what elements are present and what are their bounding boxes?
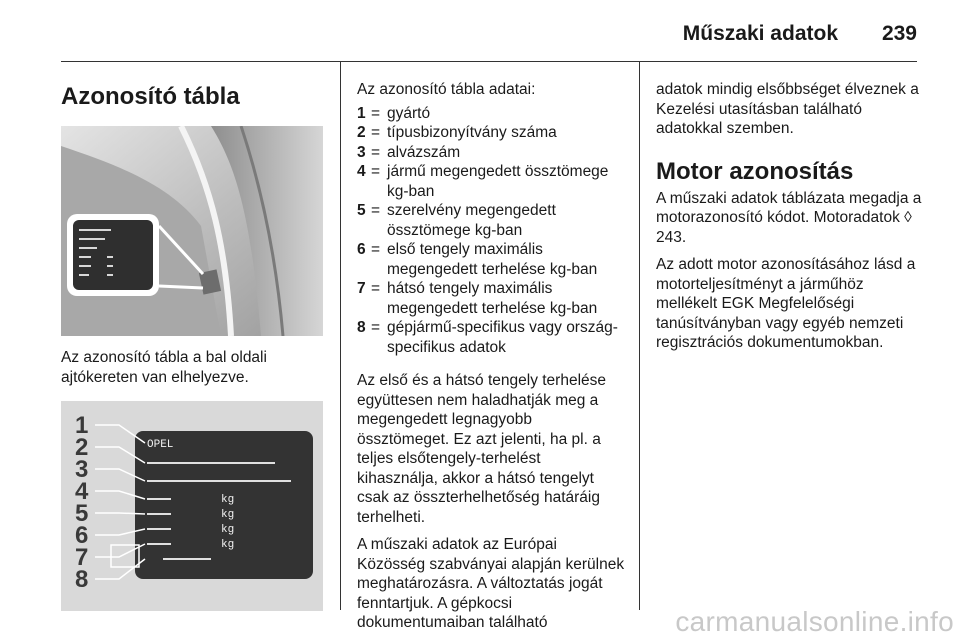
column-2 — [357, 70, 625, 633]
callout-number-2: 2 — [75, 434, 89, 461]
axle-load-paragraph: Az első és a hátsó tengely terhelése együttesen nem haladhatják meg a megengedett legnagyobb össztömeget. Ez azt jelenti, ha pl. a teljes elsőtengely-terhelést kihasználja, akkor a hátsó tengelyt csak az összterhelhetőség határáig terhelheti. — [357, 372, 607, 526]
door-frame-illustration — [61, 126, 323, 336]
list-item: 5 = szerelvény megengedett össztömege kg-ban — [357, 202, 556, 239]
callout-number-5: 5 — [75, 500, 89, 527]
plate-unit-6: kg — [221, 524, 235, 536]
callout-number-6: 6 — [75, 522, 89, 549]
column-1 — [61, 70, 323, 611]
list-item: 6 = első tengely maximális megengedett terhelése kg-ban — [357, 241, 598, 278]
callout-number-3: 3 — [75, 456, 89, 483]
callout-number-4: 4 — [75, 478, 89, 505]
plate-unit-4: kg — [221, 494, 235, 506]
heading-azonosito-tabla: Azonosító tábla — [61, 83, 240, 110]
watermark: carmanualsonline.info — [675, 606, 954, 637]
callout-number-8: 8 — [75, 566, 89, 593]
plate-detail-illustration — [61, 401, 323, 611]
column-3 — [656, 70, 926, 353]
list-item: 3 = alvázszám — [357, 143, 461, 161]
engine-identification-paragraph: Az adott motor azonosításához lásd a motorteljesítményt a járműhöz mellékelt EGK Megfelelőségi tanúsítványban vagy egyéb nemzeti regisztrációs dokumentumokban. — [656, 256, 916, 351]
list-item: 4 = jármű megengedett össztömege kg-ban — [357, 163, 609, 200]
column-divider-2 — [639, 62, 640, 610]
callout-number-1: 1 — [75, 412, 89, 439]
door-frame-photo — [61, 126, 323, 336]
header-divider — [61, 61, 917, 62]
page-header — [0, 14, 960, 54]
plate-brand: OPEL — [147, 439, 174, 451]
list-item: 2 = típusbizonyítvány száma — [357, 124, 557, 141]
heading-motor-azonositas: Motor azonosítás — [656, 157, 854, 185]
section-title: Műszaki adatok — [682, 22, 838, 45]
plate-data-intro: Az azonosító tábla adatai: — [357, 81, 536, 98]
plate-location-caption: Az azonosító tábla a bal oldali ajtókereten van elhelyezve. — [61, 349, 267, 386]
column-divider-1 — [340, 62, 341, 610]
plate-unit-7: kg — [221, 539, 235, 551]
list-item: 1 = gyártó — [357, 104, 431, 122]
list-item: 8 = gépjármű-specifikus vagy ország-specifikus adatok — [357, 319, 618, 356]
engine-code-paragraph: A műszaki adatok táblázata megadja a motorazonosító kódot. Motoradatok ◊ 243. — [656, 189, 922, 246]
plate-detail-photo — [61, 401, 323, 611]
plate-unit-5: kg — [221, 509, 235, 521]
standards-paragraph: A műszaki adatok az Európai Közösség szabványai alapján kerülnek meghatározásra. A változtatás jogát fenntartjuk. A gépkocsi dokumentumaiban található — [357, 536, 625, 631]
page-number: 239 — [881, 22, 917, 45]
priority-paragraph: adatok mindig elsőbbséget élveznek a Kezelési utasításban található adatokkal szemben. — [656, 81, 919, 137]
plate-data-list — [357, 104, 625, 358]
list-item: 7 = hátsó tengely maximális megengedett terhelése kg-ban — [357, 280, 598, 317]
callout-number-7: 7 — [75, 544, 89, 571]
